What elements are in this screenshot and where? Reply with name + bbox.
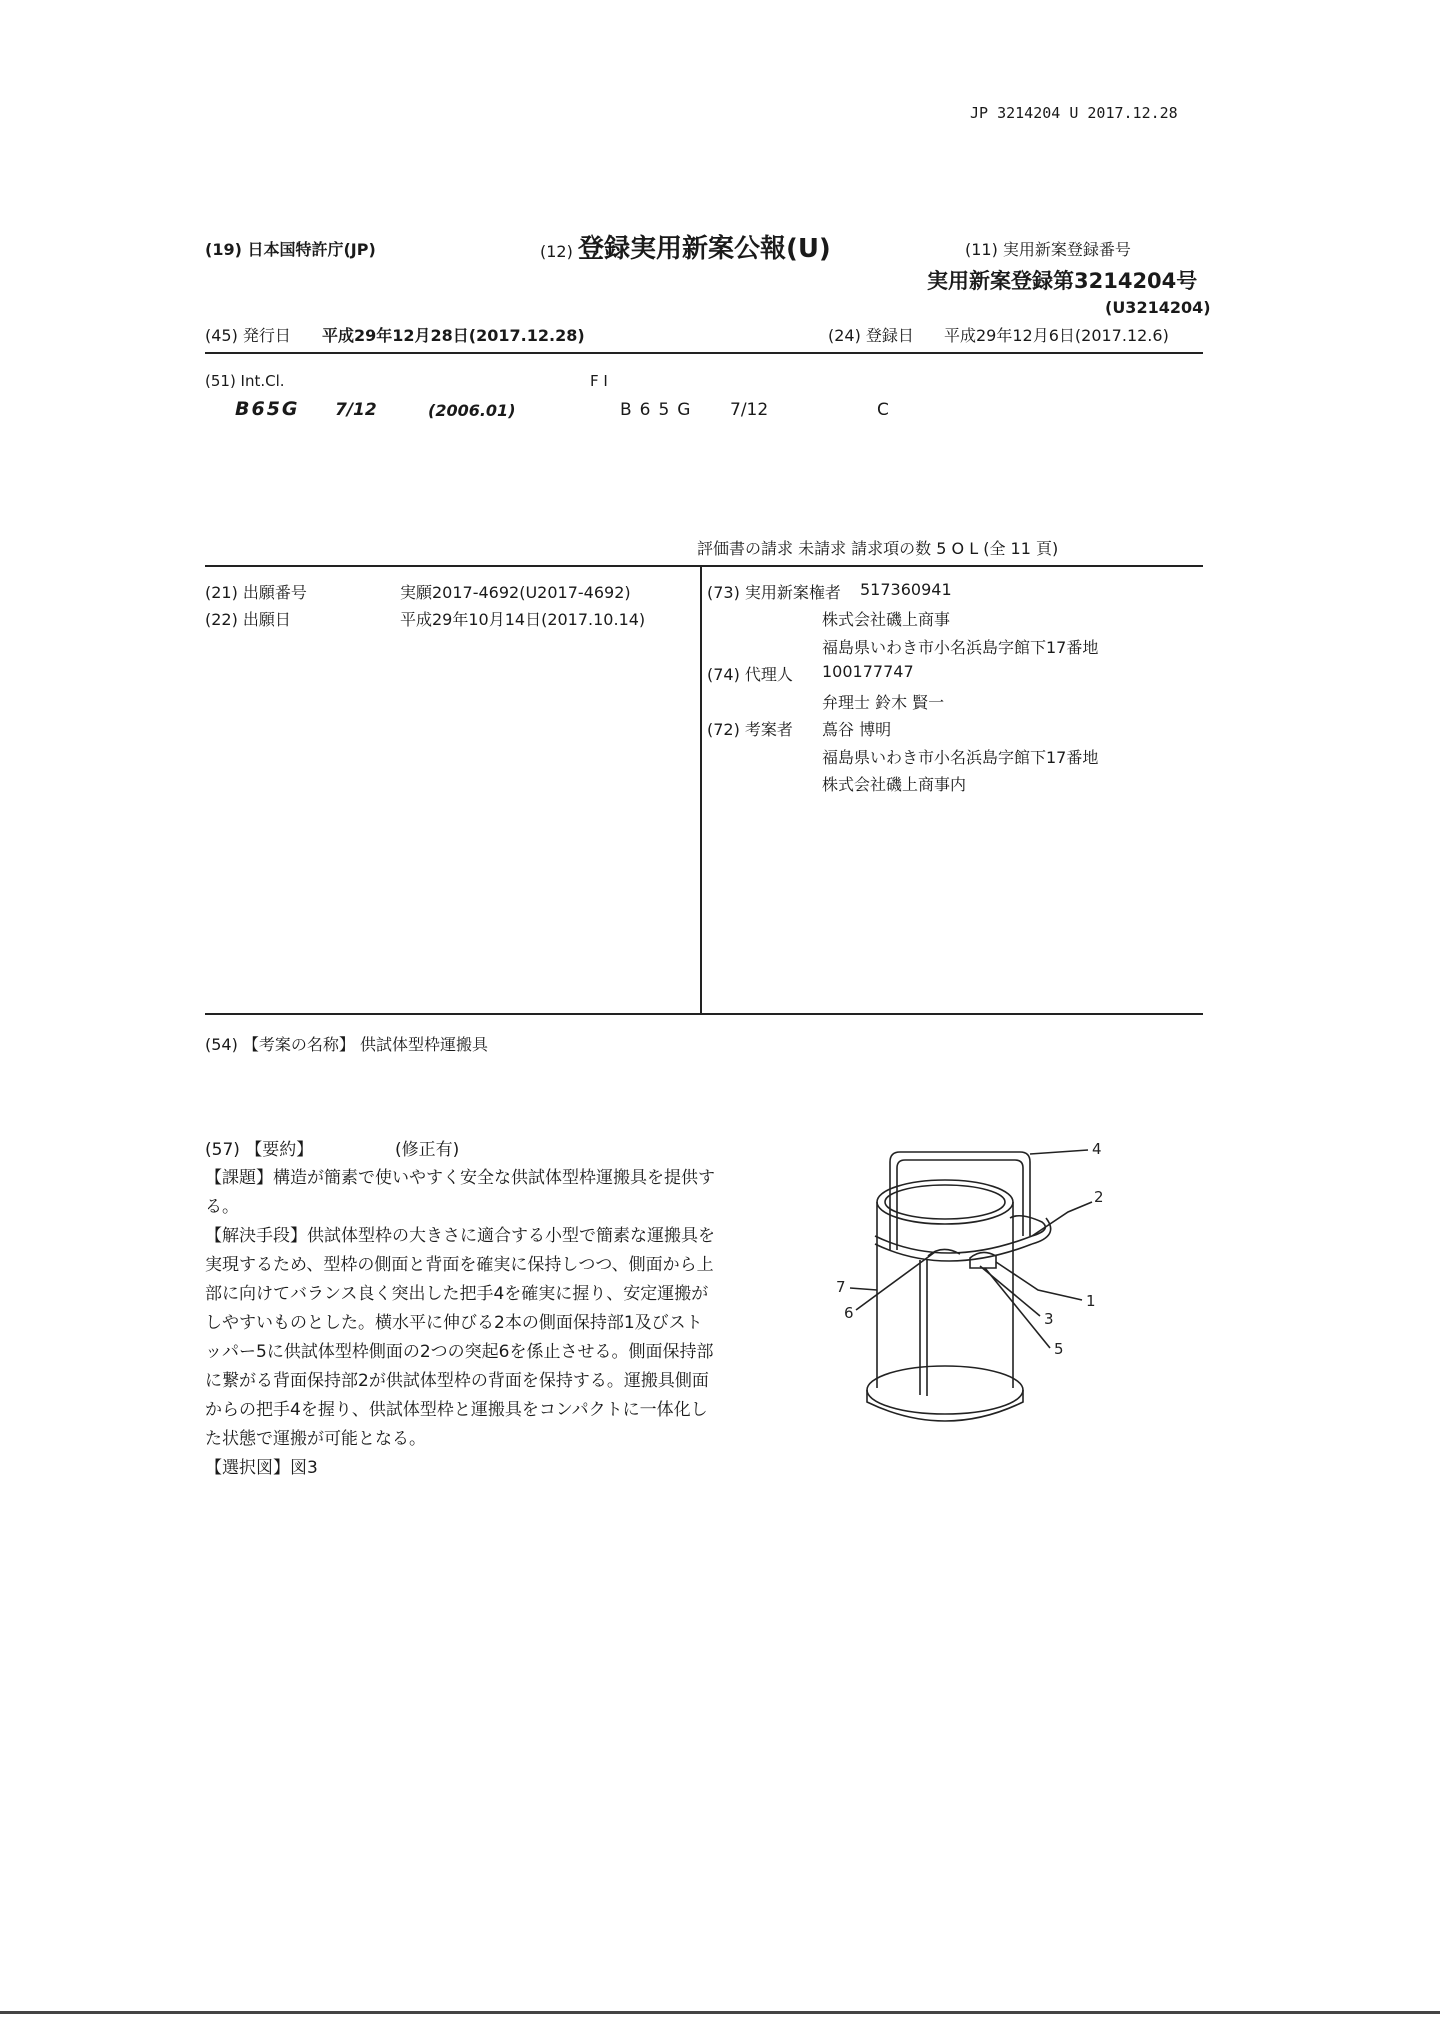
registration-date: 平成29年12月6日(2017.12.6) <box>944 326 1169 345</box>
base-plate-rim <box>867 1390 1023 1421</box>
inventor-address: 福島県いわき市小名浜島字館下17番地 <box>822 748 1099 767</box>
inventor-label: (72) 考案者 <box>707 720 793 739</box>
publication-date-label: (45) 発行日 <box>205 326 291 345</box>
fi-code: B65G <box>620 400 699 420</box>
abstract-heading: (57) 【要約】 <box>205 1140 314 1160</box>
biblio-top-border <box>205 565 1203 567</box>
registration-number: 実用新案登録第3214204号 <box>927 269 1198 293</box>
holder-id: 517360941 <box>860 580 952 599</box>
base-plate-ellipse <box>867 1366 1023 1414</box>
leader-5 <box>985 1268 1050 1348</box>
label-3: 3 <box>1044 1310 1054 1328</box>
leader-6 <box>856 1252 935 1310</box>
application-date-label: (22) 出願日 <box>205 610 291 629</box>
inventor-name: 蔦谷 博明 <box>822 720 892 739</box>
back-holder <box>1010 1216 1045 1236</box>
biblio-center-divider <box>700 566 702 1014</box>
application-number-label: (21) 出願番号 <box>205 583 307 602</box>
agent-name: 弁理士 鈴木 賢一 <box>822 693 945 712</box>
representative-drawing <box>820 1140 1120 1450</box>
document-type-prefix: (12) <box>540 242 573 261</box>
label-4: 4 <box>1092 1140 1102 1158</box>
leader-1 <box>996 1262 1082 1300</box>
label-5: 5 <box>1054 1340 1064 1358</box>
holder-label: (73) 実用新案権者 <box>707 583 841 602</box>
document-type <box>540 228 831 265</box>
status-line: 評価書の請求 未請求 請求項の数 5 O L (全 11 頁) <box>697 539 1059 558</box>
leader-4 <box>1030 1150 1088 1154</box>
publication-date: 平成29年12月28日(2017.12.28) <box>322 326 585 345</box>
scan-edge-line <box>0 2011 1440 2014</box>
label-7: 7 <box>836 1278 846 1296</box>
fi-group: 7/12 <box>730 400 769 420</box>
agent-label: (74) 代理人 <box>707 665 793 684</box>
label-2: 2 <box>1094 1188 1104 1206</box>
leader-2 <box>1032 1202 1092 1236</box>
mold-top-inner-ellipse <box>885 1185 1005 1219</box>
label-1: 1 <box>1086 1292 1096 1310</box>
biblio-bottom-border <box>205 1013 1203 1015</box>
intcl-code: B65G <box>235 398 300 420</box>
abstract-body <box>205 1164 717 1483</box>
top-reference: JP 3214204 U 2017.12.28 <box>970 104 1178 122</box>
intcl-group: 7/12 <box>335 400 377 420</box>
fi-label: F I <box>590 372 608 390</box>
application-date: 平成29年10月14日(2017.10.14) <box>400 610 646 629</box>
abstract-amended-note: (修正有) <box>395 1140 460 1160</box>
registration-code: (U3214204) <box>1105 298 1211 317</box>
stopper <box>970 1252 996 1268</box>
fi-suffix: C <box>877 400 889 420</box>
holder-name: 株式会社磯上商事 <box>822 610 951 629</box>
intcl-version: (2006.01) <box>428 401 516 420</box>
document-type-title: 登録実用新案公報(U) <box>577 234 831 264</box>
agent-id: 100177747 <box>822 662 914 681</box>
handle-outline <box>890 1152 1030 1250</box>
holder-address: 福島県いわき市小名浜島字館下17番地 <box>822 638 1099 657</box>
application-number: 実願2017-4692(U2017-4692) <box>400 583 631 602</box>
abstract-selected-figure: 【選択図】図3 <box>205 1458 318 1478</box>
abstract-problem: 【課題】構造が簡素で使いやすく安全な供試体型枠運搬具を提供する。 <box>205 1168 715 1217</box>
registration-date-label: (24) 登録日 <box>828 326 914 345</box>
leader-7 <box>850 1288 877 1290</box>
label-6: 6 <box>844 1304 854 1322</box>
registration-label: (11) 実用新案登録番号 <box>965 240 1131 259</box>
utility-model-title: (54) 【考案の名称】 供試体型枠運搬具 <box>205 1035 489 1054</box>
abstract-solution: 【解決手段】供試体型枠の大きさに適合する小型で簡素な運搬具を実現するため、型枠の側面と背面を確実に保持しつつ、側面から上部に向けてバランス良く突出した把手4を確実に握り、安定運搬がしやすいものとした。横水平に伸びる2本の側面保持部1及びストッパー5に供試体型枠側面の2つの突起6を係止させる。側面保持部に繋がる背面保持部2が供試体型枠の背面を保持する。運搬具側面からの把手4を握り、供試体型枠と運搬具をコンパクトに一体化した状態で運搬が可能となる。 <box>205 1226 715 1449</box>
header-divider <box>205 352 1203 354</box>
intcl-label: (51) Int.Cl. <box>205 372 285 390</box>
patent-office: (19) 日本国特許庁(JP) <box>205 240 376 259</box>
inventor-organization: 株式会社磯上商事内 <box>822 775 967 794</box>
